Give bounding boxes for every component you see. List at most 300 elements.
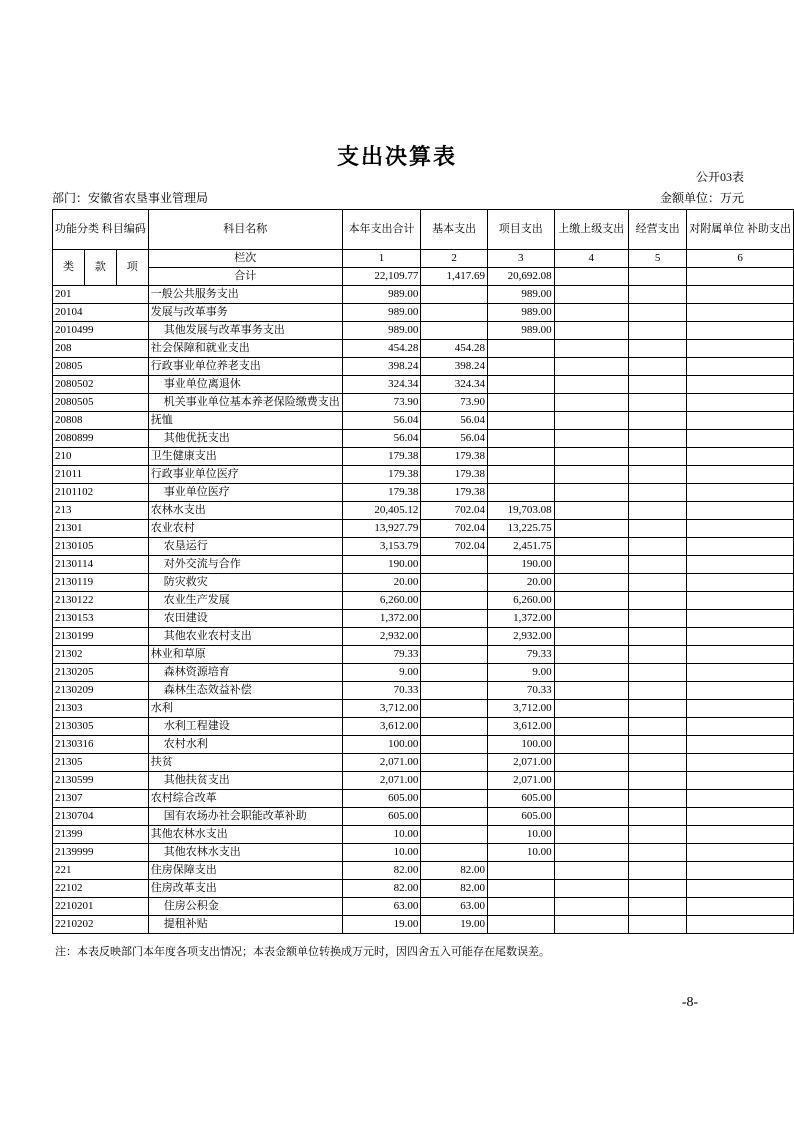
code-cell: 21307 — [53, 790, 149, 808]
subject-name-cell: 其他发展与改革事务支出 — [148, 322, 342, 340]
value-cell: 10.00 — [342, 844, 421, 862]
value-cell: 2,071.00 — [487, 754, 554, 772]
lanci-label: 栏次 — [148, 250, 342, 268]
value-cell — [421, 682, 488, 700]
table-row — [53, 844, 794, 862]
value-cell: 20.00 — [342, 574, 421, 592]
value-cell: 179.38 — [342, 484, 421, 502]
subject-name-cell: 住房改革支出 — [148, 880, 342, 898]
table-row — [53, 826, 794, 844]
value-cell: 6,260.00 — [487, 592, 554, 610]
value-cell: 2,932.00 — [487, 628, 554, 646]
code-group-header: 功能分类 科目编码 — [53, 210, 149, 250]
value-cell: 19.00 — [342, 916, 421, 934]
value-cell — [421, 664, 488, 682]
value-cell — [628, 898, 686, 916]
value-cell: 9.00 — [487, 664, 554, 682]
value-cell — [554, 538, 628, 556]
value-cell: 179.38 — [342, 466, 421, 484]
code-cell: 2080899 — [53, 430, 149, 448]
lanci-number-3: 3 — [487, 250, 554, 268]
value-cell: 63.00 — [342, 898, 421, 916]
value-cell — [687, 430, 794, 448]
subject-name-cell: 扶贫 — [148, 754, 342, 772]
value-cell — [687, 628, 794, 646]
value-cell — [554, 808, 628, 826]
code-col-lei: 类 — [53, 250, 85, 286]
value-cell — [687, 286, 794, 304]
col-header-operating: 经营支出 — [628, 210, 686, 250]
value-cell: 605.00 — [342, 808, 421, 826]
table-row — [53, 664, 794, 682]
subject-name-cell: 行政事业单位养老支出 — [148, 358, 342, 376]
value-cell: 20,405.12 — [342, 502, 421, 520]
value-cell — [554, 646, 628, 664]
value-cell — [687, 646, 794, 664]
value-cell — [687, 682, 794, 700]
value-cell — [628, 862, 686, 880]
col-header-subsidy: 对附属单位 补助支出 — [687, 210, 794, 250]
table-row — [53, 520, 794, 538]
col-header-upper: 上缴上级支出 — [554, 210, 628, 250]
value-cell: 20.00 — [487, 574, 554, 592]
value-cell — [421, 754, 488, 772]
subject-name-cell: 森林资源培育 — [148, 664, 342, 682]
value-cell: 10.00 — [487, 844, 554, 862]
value-cell: 79.33 — [487, 646, 554, 664]
value-cell — [687, 322, 794, 340]
value-cell: 73.90 — [421, 394, 488, 412]
value-cell — [628, 484, 686, 502]
subject-name-cell: 水利 — [148, 700, 342, 718]
value-cell: 702.04 — [421, 502, 488, 520]
value-cell — [554, 358, 628, 376]
col-header-total-year: 本年支出合计 — [342, 210, 421, 250]
value-cell — [487, 340, 554, 358]
value-cell — [421, 610, 488, 628]
lanci-number-2: 2 — [421, 250, 488, 268]
value-cell — [628, 466, 686, 484]
table-row — [53, 340, 794, 358]
value-cell: 100.00 — [342, 736, 421, 754]
lanci-number-6: 6 — [687, 250, 794, 268]
table-row — [53, 862, 794, 880]
value-cell — [421, 592, 488, 610]
total-value-1: 22,109.77 — [342, 268, 421, 286]
value-cell — [421, 646, 488, 664]
table-row — [53, 754, 794, 772]
value-cell: 1,372.00 — [487, 610, 554, 628]
value-cell — [421, 556, 488, 574]
subject-name-cell: 提租补贴 — [148, 916, 342, 934]
value-cell — [421, 736, 488, 754]
value-cell: 82.00 — [342, 862, 421, 880]
value-cell — [421, 790, 488, 808]
total-value-2: 1,417.69 — [421, 268, 488, 286]
table-row — [53, 574, 794, 592]
subject-name-cell: 农村综合改革 — [148, 790, 342, 808]
value-cell — [554, 592, 628, 610]
value-cell — [554, 844, 628, 862]
value-cell — [628, 448, 686, 466]
value-cell: 989.00 — [342, 304, 421, 322]
value-cell — [554, 772, 628, 790]
subject-name-cell: 其他农业农村支出 — [148, 628, 342, 646]
value-cell: 13,225.75 — [487, 520, 554, 538]
value-cell — [628, 808, 686, 826]
value-cell — [628, 322, 686, 340]
subject-name-cell: 事业单位离退休 — [148, 376, 342, 394]
total-value-3: 20,692.08 — [487, 268, 554, 286]
value-cell: 989.00 — [487, 322, 554, 340]
code-cell: 20808 — [53, 412, 149, 430]
value-cell — [628, 286, 686, 304]
value-cell: 3,712.00 — [342, 700, 421, 718]
col-header-project: 项目支出 — [487, 210, 554, 250]
value-cell — [628, 664, 686, 682]
code-cell: 2130199 — [53, 628, 149, 646]
value-cell — [554, 376, 628, 394]
table-row — [53, 376, 794, 394]
code-col-kuan: 款 — [84, 250, 116, 286]
value-cell: 3,153.79 — [342, 538, 421, 556]
value-cell: 3,612.00 — [342, 718, 421, 736]
code-cell: 2130114 — [53, 556, 149, 574]
value-cell: 10.00 — [487, 826, 554, 844]
subject-name-cell: 抚恤 — [148, 412, 342, 430]
value-cell — [687, 484, 794, 502]
code-cell: 21303 — [53, 700, 149, 718]
table-row — [53, 430, 794, 448]
value-cell — [628, 700, 686, 718]
value-cell — [687, 376, 794, 394]
table-row — [53, 700, 794, 718]
value-cell — [687, 916, 794, 934]
code-cell: 2130153 — [53, 610, 149, 628]
code-cell: 210 — [53, 448, 149, 466]
table-row — [53, 610, 794, 628]
value-cell: 398.24 — [421, 358, 488, 376]
value-cell — [421, 304, 488, 322]
value-cell — [628, 520, 686, 538]
code-cell: 221 — [53, 862, 149, 880]
value-cell — [687, 718, 794, 736]
value-cell — [554, 862, 628, 880]
code-cell: 201 — [53, 286, 149, 304]
code-cell: 2210201 — [53, 898, 149, 916]
page-title: 支出决算表 — [336, 144, 457, 169]
value-cell — [687, 736, 794, 754]
table-row — [53, 358, 794, 376]
code-cell: 2130205 — [53, 664, 149, 682]
table-row — [53, 484, 794, 502]
value-cell — [554, 610, 628, 628]
subject-name-cell: 农村水利 — [148, 736, 342, 754]
value-cell — [628, 340, 686, 358]
value-cell — [687, 304, 794, 322]
header-row-lanci — [53, 250, 794, 268]
value-cell: 605.00 — [487, 808, 554, 826]
value-cell — [628, 916, 686, 934]
code-cell: 2010499 — [53, 322, 149, 340]
value-cell — [554, 628, 628, 646]
value-cell — [487, 880, 554, 898]
value-cell: 398.24 — [342, 358, 421, 376]
value-cell — [554, 718, 628, 736]
value-cell: 19,703.08 — [487, 502, 554, 520]
value-cell — [628, 304, 686, 322]
subject-name-cell: 其他优抚支出 — [148, 430, 342, 448]
subject-name-cell: 其他扶贫支出 — [148, 772, 342, 790]
table-row — [53, 790, 794, 808]
value-cell — [687, 412, 794, 430]
lanci-number-4: 4 — [554, 250, 628, 268]
code-cell: 21301 — [53, 520, 149, 538]
subject-name-cell: 农业生产发展 — [148, 592, 342, 610]
value-cell: 702.04 — [421, 520, 488, 538]
code-cell: 2130599 — [53, 772, 149, 790]
value-cell — [554, 880, 628, 898]
value-cell: 82.00 — [421, 880, 488, 898]
value-cell — [487, 484, 554, 502]
value-cell — [487, 394, 554, 412]
value-cell — [554, 790, 628, 808]
value-cell — [628, 538, 686, 556]
total-row — [53, 268, 794, 286]
value-cell: 324.34 — [421, 376, 488, 394]
subject-name-cell: 农业农村 — [148, 520, 342, 538]
value-cell — [554, 304, 628, 322]
value-cell: 56.04 — [342, 430, 421, 448]
subject-name-cell: 卫生健康支出 — [148, 448, 342, 466]
code-cell: 2080505 — [53, 394, 149, 412]
page-number: -8- — [681, 995, 699, 1010]
value-cell: 56.04 — [421, 412, 488, 430]
value-cell — [628, 790, 686, 808]
value-cell — [687, 520, 794, 538]
table-row — [53, 736, 794, 754]
code-cell: 21399 — [53, 826, 149, 844]
value-cell — [421, 772, 488, 790]
subject-name-cell: 农田建设 — [148, 610, 342, 628]
table-row — [53, 538, 794, 556]
value-cell — [421, 574, 488, 592]
value-cell — [687, 664, 794, 682]
value-cell — [554, 736, 628, 754]
value-cell — [628, 394, 686, 412]
value-cell — [687, 574, 794, 592]
value-cell — [421, 718, 488, 736]
value-cell — [554, 286, 628, 304]
subject-name-cell: 机关事业单位基本养老保险缴费支出 — [148, 394, 342, 412]
value-cell: 3,712.00 — [487, 700, 554, 718]
value-cell: 190.00 — [487, 556, 554, 574]
value-cell — [554, 412, 628, 430]
value-cell: 70.33 — [342, 682, 421, 700]
value-cell: 6,260.00 — [342, 592, 421, 610]
value-cell — [687, 556, 794, 574]
value-cell: 179.38 — [421, 484, 488, 502]
subject-name-header: 科目名称 — [148, 210, 342, 250]
value-cell — [554, 574, 628, 592]
table-row — [53, 322, 794, 340]
value-cell: 179.38 — [421, 448, 488, 466]
value-cell — [554, 430, 628, 448]
code-cell: 21302 — [53, 646, 149, 664]
value-cell: 2,071.00 — [342, 772, 421, 790]
value-cell — [554, 754, 628, 772]
code-cell: 21305 — [53, 754, 149, 772]
subject-name-cell: 其他农林水支出 — [148, 826, 342, 844]
code-cell: 213 — [53, 502, 149, 520]
value-cell — [628, 358, 686, 376]
code-cell: 2139999 — [53, 844, 149, 862]
value-cell — [628, 556, 686, 574]
value-cell — [487, 448, 554, 466]
table-row — [53, 556, 794, 574]
department-line — [52, 189, 208, 206]
value-cell: 82.00 — [421, 862, 488, 880]
value-cell — [628, 718, 686, 736]
value-cell: 454.28 — [342, 340, 421, 358]
value-cell — [687, 502, 794, 520]
value-cell — [628, 844, 686, 862]
value-cell — [554, 520, 628, 538]
value-cell: 2,071.00 — [487, 772, 554, 790]
table-row — [53, 646, 794, 664]
value-cell — [421, 322, 488, 340]
value-cell: 702.04 — [421, 538, 488, 556]
value-cell: 989.00 — [487, 286, 554, 304]
value-cell — [687, 844, 794, 862]
value-cell: 2,071.00 — [342, 754, 421, 772]
value-cell: 179.38 — [342, 448, 421, 466]
subject-name-cell: 其他农林水支出 — [148, 844, 342, 862]
value-cell — [554, 466, 628, 484]
subject-name-cell: 发展与改革事务 — [148, 304, 342, 322]
value-cell — [628, 682, 686, 700]
value-cell — [487, 412, 554, 430]
total-value-5 — [628, 268, 686, 286]
meta-line — [52, 189, 744, 206]
value-cell — [628, 880, 686, 898]
value-cell — [628, 826, 686, 844]
table-row — [53, 916, 794, 934]
value-cell: 454.28 — [421, 340, 488, 358]
value-cell: 190.00 — [342, 556, 421, 574]
value-cell — [687, 394, 794, 412]
table-row — [53, 628, 794, 646]
value-cell — [628, 628, 686, 646]
value-cell — [687, 610, 794, 628]
table-row — [53, 502, 794, 520]
value-cell: 605.00 — [342, 790, 421, 808]
lanci-number-1: 1 — [342, 250, 421, 268]
value-cell — [687, 538, 794, 556]
code-cell: 2130122 — [53, 592, 149, 610]
value-cell — [628, 610, 686, 628]
value-cell: 73.90 — [342, 394, 421, 412]
value-cell — [628, 592, 686, 610]
value-cell — [554, 502, 628, 520]
value-cell — [554, 340, 628, 358]
value-cell — [687, 862, 794, 880]
value-cell: 605.00 — [487, 790, 554, 808]
value-cell: 70.33 — [487, 682, 554, 700]
table-row — [53, 682, 794, 700]
value-cell — [628, 736, 686, 754]
table-row — [53, 394, 794, 412]
value-cell — [487, 376, 554, 394]
code-col-xiang: 项 — [116, 250, 148, 286]
value-cell — [487, 898, 554, 916]
value-cell — [554, 394, 628, 412]
value-cell: 63.00 — [421, 898, 488, 916]
code-cell: 20104 — [53, 304, 149, 322]
value-cell: 13,927.79 — [342, 520, 421, 538]
value-cell — [487, 466, 554, 484]
value-cell: 3,612.00 — [487, 718, 554, 736]
code-cell: 2080502 — [53, 376, 149, 394]
value-cell — [554, 700, 628, 718]
value-cell — [554, 898, 628, 916]
code-cell: 20805 — [53, 358, 149, 376]
code-cell: 2101102 — [53, 484, 149, 502]
value-cell — [687, 772, 794, 790]
value-cell: 989.00 — [342, 286, 421, 304]
value-cell — [487, 358, 554, 376]
value-cell: 989.00 — [487, 304, 554, 322]
code-cell: 2130105 — [53, 538, 149, 556]
value-cell — [628, 574, 686, 592]
subject-name-cell: 水利工程建设 — [148, 718, 342, 736]
unit-line — [660, 189, 744, 206]
value-cell — [687, 448, 794, 466]
subject-name-cell: 行政事业单位医疗 — [148, 466, 342, 484]
value-cell — [687, 826, 794, 844]
value-cell: 324.34 — [342, 376, 421, 394]
value-cell — [421, 844, 488, 862]
department-value: 安徽省农垦事业管理局 — [88, 191, 209, 205]
value-cell — [554, 448, 628, 466]
unit-label: 金额单位： — [659, 191, 720, 205]
value-cell — [421, 628, 488, 646]
col-header-basic: 基本支出 — [421, 210, 488, 250]
value-cell — [554, 664, 628, 682]
value-cell — [628, 646, 686, 664]
table-row — [53, 880, 794, 898]
value-cell — [421, 286, 488, 304]
table-row — [53, 772, 794, 790]
department-label: 部门： — [52, 191, 89, 205]
lanci-number-5: 5 — [628, 250, 686, 268]
unit-value: 万元 — [719, 191, 744, 205]
subject-name-cell: 社会保障和就业支出 — [148, 340, 342, 358]
value-cell — [487, 862, 554, 880]
subject-name-cell: 森林生态效益补偿 — [148, 682, 342, 700]
code-cell: 2130316 — [53, 736, 149, 754]
value-cell — [687, 592, 794, 610]
subject-name-cell: 农垦运行 — [148, 538, 342, 556]
value-cell: 2,932.00 — [342, 628, 421, 646]
value-cell: 989.00 — [342, 322, 421, 340]
total-value-6 — [687, 268, 794, 286]
value-cell — [628, 376, 686, 394]
table-code-label: 公开03表 — [695, 170, 744, 184]
value-cell — [687, 700, 794, 718]
subject-name-cell: 林业和草原 — [148, 646, 342, 664]
value-cell — [687, 340, 794, 358]
